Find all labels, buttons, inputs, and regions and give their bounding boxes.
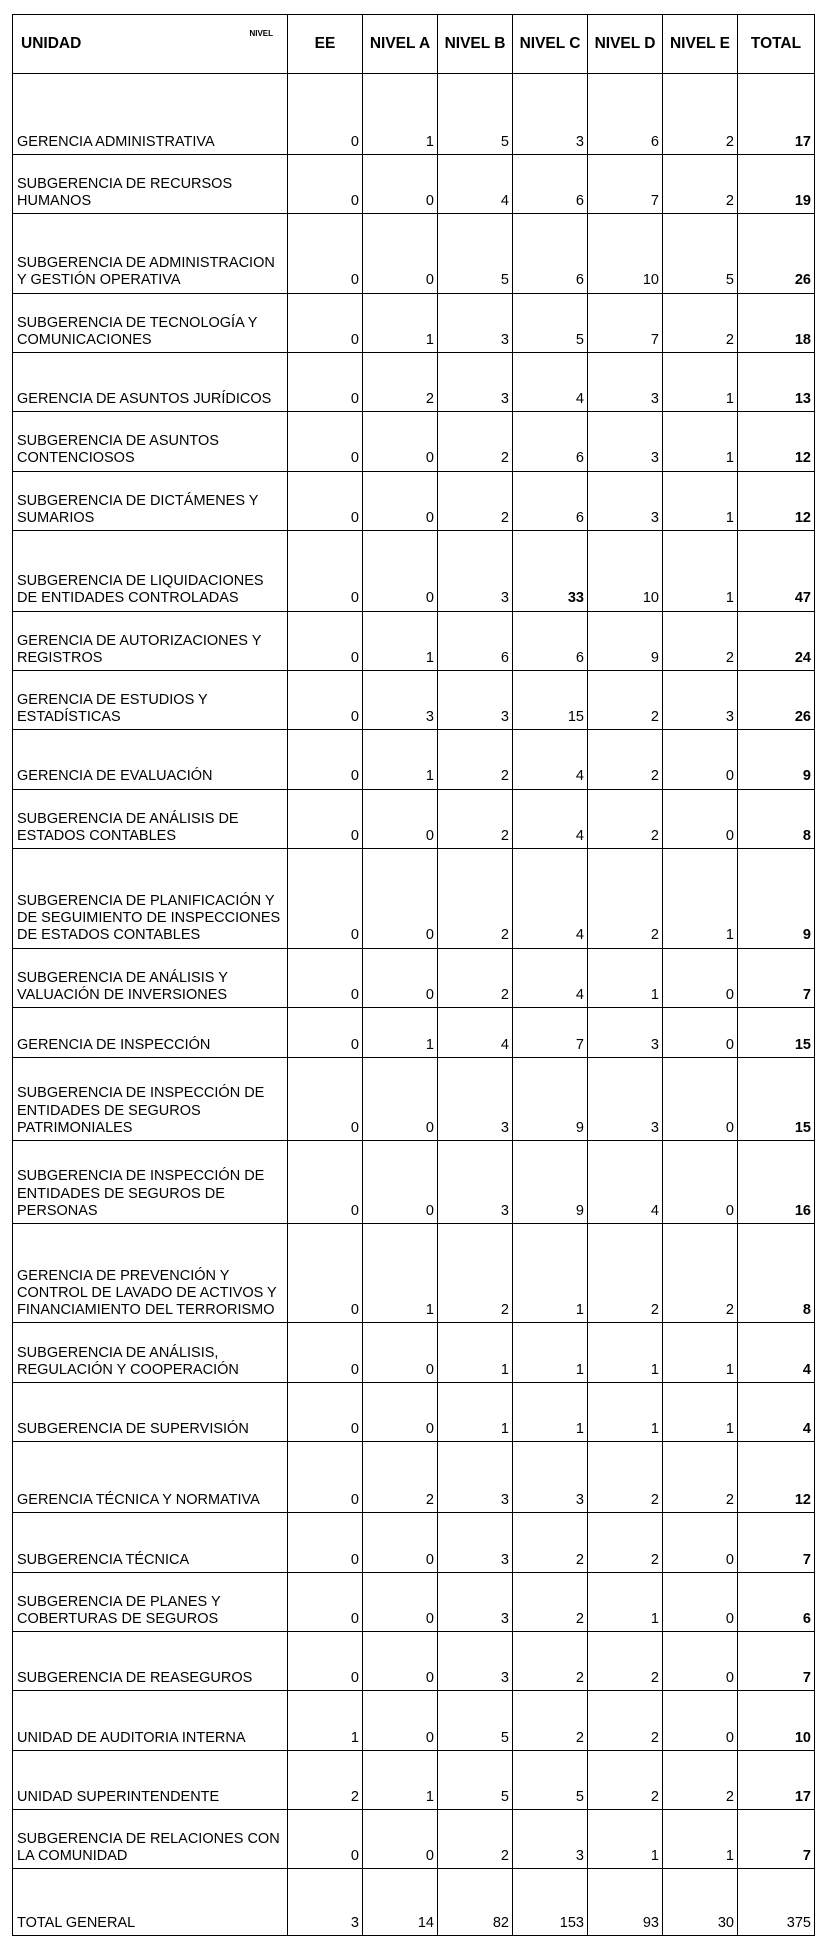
- nivel-e-cell: 2: [663, 74, 738, 155]
- nivel-e-cell: 2: [663, 1442, 738, 1513]
- nivel-c-cell: 9: [513, 1140, 588, 1223]
- table-row: [13, 611, 815, 670]
- nivel-b-cell: 2: [438, 412, 513, 471]
- table-row: [13, 670, 815, 729]
- nivel-a-cell: 0: [363, 154, 438, 213]
- nivel-d-cell: 4: [588, 1140, 663, 1223]
- nivel-b-cell: 2: [438, 471, 513, 530]
- nivel-a-cell: 0: [363, 789, 438, 848]
- total-cell: 7: [738, 1513, 815, 1572]
- total-nivel-b-cell: 82: [438, 1869, 513, 1936]
- nivel-d-cell: 7: [588, 293, 663, 352]
- unit-name-cell: GERENCIA DE INSPECCIÓN: [13, 1007, 288, 1057]
- total-cell: 12: [738, 471, 815, 530]
- nivel-b-cell: 2: [438, 1223, 513, 1323]
- nivel-a-cell: 0: [363, 214, 438, 294]
- ee-cell: 0: [288, 1223, 363, 1323]
- unit-name-cell: UNIDAD SUPERINTENDENTE: [13, 1750, 288, 1809]
- nivel-b-cell: 3: [438, 530, 513, 611]
- nivel-e-cell: 1: [663, 471, 738, 530]
- ee-cell: 0: [288, 948, 363, 1007]
- nivel-e-cell: 2: [663, 611, 738, 670]
- unit-name-cell: GERENCIA DE ASUNTOS JURÍDICOS: [13, 352, 288, 411]
- nivel-b-cell: 5: [438, 214, 513, 294]
- total-cell: 4: [738, 1323, 815, 1382]
- ee-cell: 0: [288, 412, 363, 471]
- staffing-table-document: [12, 14, 814, 1936]
- table-row: [13, 1007, 815, 1057]
- table-row: [13, 530, 815, 611]
- table-row: [13, 293, 815, 352]
- nivel-a-cell: 0: [363, 471, 438, 530]
- table-row: [13, 789, 815, 848]
- nivel-c-cell: 9: [513, 1057, 588, 1140]
- nivel-e-cell: 0: [663, 948, 738, 1007]
- table-row: [13, 214, 815, 294]
- nivel-d-cell: 7: [588, 154, 663, 213]
- header-nivel-tag: NIVEL: [249, 29, 273, 38]
- nivel-a-cell: 1: [363, 1750, 438, 1809]
- nivel-b-cell: 3: [438, 1140, 513, 1223]
- nivel-d-cell: 2: [588, 1442, 663, 1513]
- nivel-d-cell: 3: [588, 352, 663, 411]
- nivel-a-cell: 1: [363, 611, 438, 670]
- nivel-c-cell: 15: [513, 670, 588, 729]
- ee-cell: 0: [288, 214, 363, 294]
- nivel-e-cell: 0: [663, 1057, 738, 1140]
- table-row: [13, 730, 815, 789]
- nivel-e-cell: 2: [663, 293, 738, 352]
- nivel-d-cell: 1: [588, 1382, 663, 1441]
- unit-name-cell: SUBGERENCIA DE TECNOLOGÍA Y COMUNICACIONES: [13, 293, 288, 352]
- nivel-a-cell: 0: [363, 848, 438, 948]
- unit-name-cell: GERENCIA DE ESTUDIOS Y ESTADÍSTICAS: [13, 670, 288, 729]
- nivel-b-cell: 3: [438, 1631, 513, 1690]
- nivel-e-cell: 1: [663, 412, 738, 471]
- nivel-d-cell: 2: [588, 1691, 663, 1750]
- total-cell: 26: [738, 670, 815, 729]
- nivel-b-cell: 3: [438, 1513, 513, 1572]
- ee-cell: 0: [288, 1442, 363, 1513]
- unit-name-cell: UNIDAD DE AUDITORIA INTERNA: [13, 1691, 288, 1750]
- table-row: [13, 1442, 815, 1513]
- nivel-b-cell: 2: [438, 730, 513, 789]
- nivel-c-cell: 2: [513, 1572, 588, 1631]
- header-nivel-d: NIVEL D: [588, 15, 663, 74]
- nivel-e-cell: 2: [663, 1223, 738, 1323]
- nivel-e-cell: 1: [663, 848, 738, 948]
- nivel-c-cell: 4: [513, 789, 588, 848]
- nivel-b-cell: 5: [438, 1691, 513, 1750]
- nivel-e-cell: 5: [663, 214, 738, 294]
- total-cell: 15: [738, 1007, 815, 1057]
- table-row: [13, 848, 815, 948]
- unit-name-cell: SUBGERENCIA TÉCNICA: [13, 1513, 288, 1572]
- total-cell: 12: [738, 412, 815, 471]
- total-cell: 24: [738, 611, 815, 670]
- nivel-d-cell: 1: [588, 948, 663, 1007]
- total-cell: 18: [738, 293, 815, 352]
- total-cell: 47: [738, 530, 815, 611]
- table-row: [13, 1750, 815, 1809]
- total-nivel-e-cell: 30: [663, 1869, 738, 1936]
- unit-name-cell: GERENCIA DE AUTORIZACIONES Y REGISTROS: [13, 611, 288, 670]
- unit-name-cell: SUBGERENCIA DE ASUNTOS CONTENCIOSOS: [13, 412, 288, 471]
- unit-name-cell: SUBGERENCIA DE PLANES Y COBERTURAS DE SEGUROS: [13, 1572, 288, 1631]
- nivel-a-cell: 2: [363, 352, 438, 411]
- total-ee-cell: 3: [288, 1869, 363, 1936]
- nivel-d-cell: 2: [588, 1750, 663, 1809]
- table-row: [13, 1691, 815, 1750]
- nivel-e-cell: 1: [663, 352, 738, 411]
- nivel-a-cell: 0: [363, 1323, 438, 1382]
- header-row: [13, 15, 815, 74]
- table-row: [13, 1631, 815, 1690]
- nivel-e-cell: 0: [663, 1572, 738, 1631]
- nivel-d-cell: 2: [588, 1223, 663, 1323]
- unit-name-cell: GERENCIA DE PREVENCIÓN Y CONTROL DE LAVADO DE ACTIVOS Y FINANCIAMIENTO DEL TERRORISMO: [13, 1223, 288, 1323]
- total-cell: 17: [738, 74, 815, 155]
- unit-name-cell: SUBGERENCIA DE RELACIONES CON LA COMUNIDAD: [13, 1809, 288, 1868]
- nivel-d-cell: 6: [588, 74, 663, 155]
- nivel-a-cell: 0: [363, 1631, 438, 1690]
- table-row: [13, 1057, 815, 1140]
- nivel-b-cell: 3: [438, 1572, 513, 1631]
- nivel-e-cell: 2: [663, 1750, 738, 1809]
- nivel-d-cell: 10: [588, 214, 663, 294]
- nivel-c-cell: 4: [513, 352, 588, 411]
- nivel-e-cell: 0: [663, 1631, 738, 1690]
- header-nivel-a: NIVEL A: [363, 15, 438, 74]
- unit-name-cell: SUBGERENCIA DE LIQUIDACIONES DE ENTIDADES CONTROLADAS: [13, 530, 288, 611]
- nivel-c-cell: 4: [513, 948, 588, 1007]
- header-ee: EE: [288, 15, 363, 74]
- nivel-e-cell: 1: [663, 1382, 738, 1441]
- nivel-c-cell: 4: [513, 730, 588, 789]
- ee-cell: 0: [288, 352, 363, 411]
- nivel-a-cell: 0: [363, 1513, 438, 1572]
- total-cell: 10: [738, 1691, 815, 1750]
- ee-cell: 0: [288, 611, 363, 670]
- total-cell: 7: [738, 1631, 815, 1690]
- nivel-b-cell: 3: [438, 293, 513, 352]
- nivel-d-cell: 2: [588, 1631, 663, 1690]
- nivel-c-cell: 2: [513, 1691, 588, 1750]
- nivel-b-cell: 4: [438, 154, 513, 213]
- total-cell: 12: [738, 1442, 815, 1513]
- table-row: [13, 1513, 815, 1572]
- nivel-b-cell: 4: [438, 1007, 513, 1057]
- nivel-c-cell: 6: [513, 471, 588, 530]
- unit-name-cell: SUBGERENCIA DE ANÁLISIS, REGULACIÓN Y COOPERACIÓN: [13, 1323, 288, 1382]
- total-cell: 17: [738, 1750, 815, 1809]
- total-nivel-c-cell: 153: [513, 1869, 588, 1936]
- ee-cell: 0: [288, 293, 363, 352]
- nivel-c-cell: 5: [513, 293, 588, 352]
- nivel-e-cell: 0: [663, 1140, 738, 1223]
- nivel-a-cell: 1: [363, 1007, 438, 1057]
- unit-name-cell: SUBGERENCIA DE INSPECCIÓN DE ENTIDADES DE SEGUROS PATRIMONIALES: [13, 1057, 288, 1140]
- nivel-d-cell: 3: [588, 412, 663, 471]
- nivel-b-cell: 3: [438, 670, 513, 729]
- ee-cell: 0: [288, 789, 363, 848]
- table-row: [13, 1382, 815, 1441]
- nivel-c-cell: 3: [513, 74, 588, 155]
- nivel-e-cell: 3: [663, 670, 738, 729]
- nivel-c-cell: 1: [513, 1323, 588, 1382]
- ee-cell: 0: [288, 848, 363, 948]
- header-unidad-label: UNIDAD: [21, 34, 82, 52]
- nivel-d-cell: 2: [588, 670, 663, 729]
- unit-name-cell: SUBGERENCIA DE ANÁLISIS DE ESTADOS CONTABLES: [13, 789, 288, 848]
- nivel-c-cell: 2: [513, 1631, 588, 1690]
- nivel-a-cell: 0: [363, 1572, 438, 1631]
- nivel-b-cell: 6: [438, 611, 513, 670]
- unit-name-cell: GERENCIA ADMINISTRATIVA: [13, 74, 288, 155]
- nivel-e-cell: 2: [663, 154, 738, 213]
- nivel-b-cell: 2: [438, 948, 513, 1007]
- nivel-e-cell: 0: [663, 1691, 738, 1750]
- total-cell: 13: [738, 352, 815, 411]
- nivel-d-cell: 3: [588, 1057, 663, 1140]
- nivel-d-cell: 2: [588, 848, 663, 948]
- unit-name-cell: SUBGERENCIA DE SUPERVISIÓN: [13, 1382, 288, 1441]
- table-row: [13, 1140, 815, 1223]
- nivel-a-cell: 1: [363, 730, 438, 789]
- nivel-c-cell: 4: [513, 848, 588, 948]
- nivel-b-cell: 1: [438, 1323, 513, 1382]
- nivel-d-cell: 2: [588, 730, 663, 789]
- nivel-e-cell: 0: [663, 1513, 738, 1572]
- nivel-c-cell: 6: [513, 154, 588, 213]
- total-cell: 16: [738, 1140, 815, 1223]
- table-row: [13, 471, 815, 530]
- nivel-e-cell: 1: [663, 530, 738, 611]
- ee-cell: 0: [288, 670, 363, 729]
- nivel-b-cell: 2: [438, 848, 513, 948]
- total-cell: 8: [738, 1223, 815, 1323]
- nivel-c-cell: 3: [513, 1442, 588, 1513]
- total-cell: 6: [738, 1572, 815, 1631]
- total-cell: 4: [738, 1382, 815, 1441]
- unit-name-cell: SUBGERENCIA DE PLANIFICACIÓN Y DE SEGUIMIENTO DE INSPECCIONES DE ESTADOS CONTABLES: [13, 848, 288, 948]
- nivel-b-cell: 5: [438, 1750, 513, 1809]
- nivel-b-cell: 3: [438, 352, 513, 411]
- header-nivel-e: NIVEL E: [663, 15, 738, 74]
- nivel-e-cell: 0: [663, 789, 738, 848]
- unit-name-cell: SUBGERENCIA DE REASEGUROS: [13, 1631, 288, 1690]
- ee-cell: 0: [288, 1323, 363, 1382]
- total-total-cell: 375: [738, 1869, 815, 1936]
- nivel-a-cell: 1: [363, 1223, 438, 1323]
- nivel-b-cell: 3: [438, 1442, 513, 1513]
- unit-name-cell: SUBGERENCIA DE INSPECCIÓN DE ENTIDADES DE SEGUROS DE PERSONAS: [13, 1140, 288, 1223]
- table-row: [13, 1223, 815, 1323]
- unit-name-cell: SUBGERENCIA DE DICTÁMENES Y SUMARIOS: [13, 471, 288, 530]
- total-cell: 19: [738, 154, 815, 213]
- nivel-a-cell: 0: [363, 1809, 438, 1868]
- nivel-d-cell: 3: [588, 1007, 663, 1057]
- total-general-row: [13, 1869, 815, 1936]
- total-cell: 26: [738, 214, 815, 294]
- ee-cell: 2: [288, 1750, 363, 1809]
- ee-cell: 0: [288, 1007, 363, 1057]
- unit-name-cell: SUBGERENCIA DE ANÁLISIS Y VALUACIÓN DE INVERSIONES: [13, 948, 288, 1007]
- nivel-d-cell: 2: [588, 1513, 663, 1572]
- nivel-d-cell: 3: [588, 471, 663, 530]
- table-row: [13, 352, 815, 411]
- nivel-a-cell: 1: [363, 74, 438, 155]
- ee-cell: 0: [288, 471, 363, 530]
- ee-cell: 0: [288, 530, 363, 611]
- nivel-d-cell: 1: [588, 1572, 663, 1631]
- header-nivel-c: NIVEL C: [513, 15, 588, 74]
- nivel-b-cell: 2: [438, 1809, 513, 1868]
- nivel-a-cell: 0: [363, 1057, 438, 1140]
- nivel-b-cell: 3: [438, 1057, 513, 1140]
- nivel-c-cell: 3: [513, 1809, 588, 1868]
- ee-cell: 0: [288, 1513, 363, 1572]
- unit-name-cell: SUBGERENCIA DE RECURSOS HUMANOS: [13, 154, 288, 213]
- nivel-d-cell: 2: [588, 789, 663, 848]
- nivel-c-cell: 1: [513, 1223, 588, 1323]
- header-total: TOTAL: [738, 15, 815, 74]
- total-nivel-d-cell: 93: [588, 1869, 663, 1936]
- total-cell: 7: [738, 948, 815, 1007]
- nivel-d-cell: 9: [588, 611, 663, 670]
- total-cell: 15: [738, 1057, 815, 1140]
- ee-cell: 1: [288, 1691, 363, 1750]
- nivel-e-cell: 0: [663, 1007, 738, 1057]
- table-row: [13, 74, 815, 155]
- nivel-c-cell: 2: [513, 1513, 588, 1572]
- nivel-a-cell: 1: [363, 293, 438, 352]
- unit-name-cell: GERENCIA DE EVALUACIÓN: [13, 730, 288, 789]
- nivel-a-cell: 0: [363, 1382, 438, 1441]
- total-general-label: TOTAL GENERAL: [13, 1869, 288, 1936]
- nivel-a-cell: 0: [363, 1691, 438, 1750]
- nivel-c-cell: 7: [513, 1007, 588, 1057]
- nivel-c-cell: 5: [513, 1750, 588, 1809]
- unit-name-cell: GERENCIA TÉCNICA Y NORMATIVA: [13, 1442, 288, 1513]
- nivel-d-cell: 10: [588, 530, 663, 611]
- nivel-e-cell: 1: [663, 1323, 738, 1382]
- nivel-e-cell: 1: [663, 1809, 738, 1868]
- nivel-b-cell: 5: [438, 74, 513, 155]
- nivel-b-cell: 2: [438, 789, 513, 848]
- unit-name-cell: SUBGERENCIA DE ADMINISTRACION Y GESTIÓN OPERATIVA: [13, 214, 288, 294]
- total-cell: 9: [738, 848, 815, 948]
- header-unidad: [13, 15, 288, 74]
- total-nivel-a-cell: 14: [363, 1869, 438, 1936]
- table-row: [13, 1809, 815, 1868]
- nivel-d-cell: 1: [588, 1323, 663, 1382]
- ee-cell: 0: [288, 1057, 363, 1140]
- nivel-a-cell: 0: [363, 412, 438, 471]
- ee-cell: 0: [288, 1631, 363, 1690]
- table-row: [13, 154, 815, 213]
- nivel-c-cell: 6: [513, 611, 588, 670]
- total-cell: 8: [738, 789, 815, 848]
- ee-cell: 0: [288, 1572, 363, 1631]
- nivel-a-cell: 0: [363, 530, 438, 611]
- total-cell: 7: [738, 1809, 815, 1868]
- table-row: [13, 1323, 815, 1382]
- header-nivel-b: NIVEL B: [438, 15, 513, 74]
- nivel-c-cell: 6: [513, 214, 588, 294]
- nivel-d-cell: 1: [588, 1809, 663, 1868]
- table-row: [13, 1572, 815, 1631]
- nivel-e-cell: 0: [663, 730, 738, 789]
- ee-cell: 0: [288, 154, 363, 213]
- nivel-a-cell: 0: [363, 948, 438, 1007]
- ee-cell: 0: [288, 1809, 363, 1868]
- ee-cell: 0: [288, 1140, 363, 1223]
- nivel-c-cell: 33: [513, 530, 588, 611]
- nivel-c-cell: 1: [513, 1382, 588, 1441]
- table-row: [13, 412, 815, 471]
- table-body: [13, 74, 815, 1936]
- ee-cell: 0: [288, 730, 363, 789]
- ee-cell: 0: [288, 74, 363, 155]
- ee-cell: 0: [288, 1382, 363, 1441]
- staffing-table: [12, 14, 815, 1936]
- nivel-a-cell: 2: [363, 1442, 438, 1513]
- table-row: [13, 948, 815, 1007]
- total-cell: 9: [738, 730, 815, 789]
- nivel-c-cell: 6: [513, 412, 588, 471]
- nivel-a-cell: 0: [363, 1140, 438, 1223]
- nivel-b-cell: 1: [438, 1382, 513, 1441]
- nivel-a-cell: 3: [363, 670, 438, 729]
